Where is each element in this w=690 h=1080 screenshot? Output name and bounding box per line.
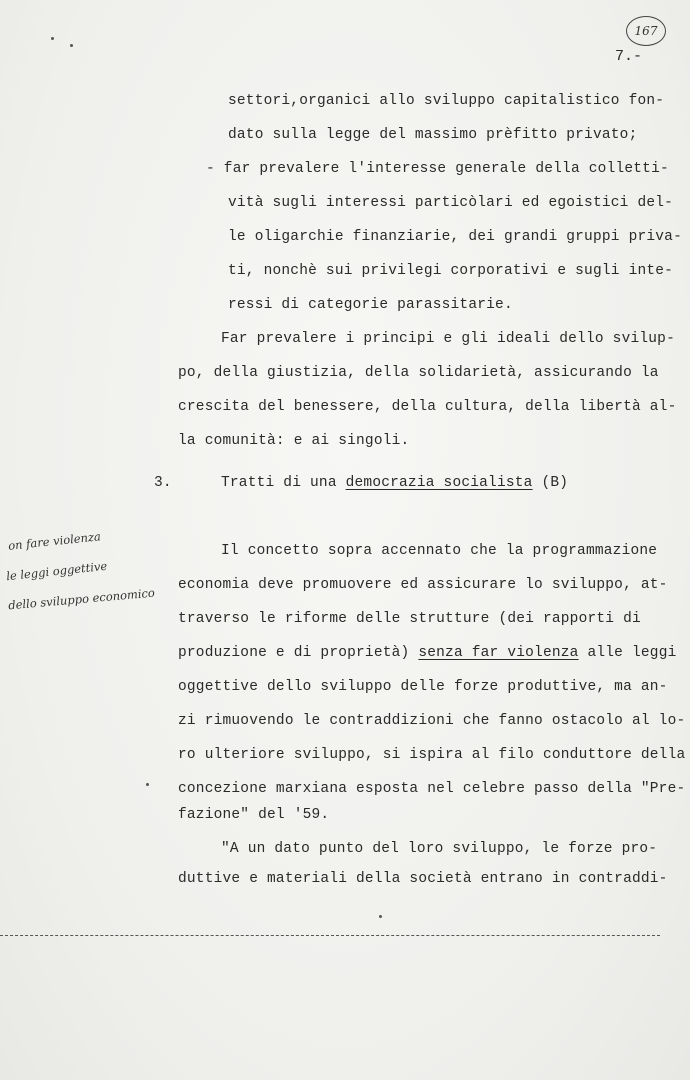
text-line: "A un dato punto del loro sviluppo, le forze pro- (221, 841, 658, 857)
speck (146, 783, 149, 786)
speck (51, 37, 54, 40)
text-line: traverso le riforme delle strutture (dei rapporti di (178, 611, 641, 627)
text-line: zi rimuovendo le contraddizioni che fanno ostacolo al lo- (178, 713, 686, 729)
text-line: ti, nonchè sui privilegi corporativi e sugli inte- (228, 263, 674, 279)
text-line: settori,organici allo sviluppo capitalistico fon- (228, 93, 665, 109)
text-line: duttive e materiali della società entrano in contraddi- (178, 871, 668, 887)
archive-stamp: 167 (626, 16, 666, 46)
page-number: 7.- (615, 48, 643, 65)
text-line: le oligarchie finanziarie, dei grandi gruppi priva- (228, 229, 682, 245)
text-line: crescita del benessere, della cultura, della libertà al- (178, 399, 677, 415)
text-line: dato sulla legge del massimo prèfitto privato; (228, 127, 638, 143)
margin-note-line: dello sviluppo economico (7, 585, 156, 613)
text-line: Far prevalere i principi e gli ideali dello svilup- (221, 331, 675, 347)
speck (70, 44, 73, 47)
page-bottom-rule (0, 935, 660, 936)
text-line: vità sugli interessi particòlari ed egoistici del- (228, 195, 674, 211)
margin-note-line: le leggi oggettive (5, 558, 108, 584)
text-line: ro ulteriore sviluppo, si ispira al filo conduttore della (178, 747, 686, 763)
speck (379, 915, 382, 918)
margin-note-line: on fare violenza (7, 529, 102, 553)
text-line: produzione e di proprietà) senza far violenza alle leggi (178, 645, 677, 661)
text-line: fazione" del '59. (178, 807, 330, 823)
text-line: concezione marxiana esposta nel celebre passo della "Pre- (178, 781, 686, 797)
text-line: la comunità: e ai singoli. (178, 433, 410, 449)
text-line: po, della giustizia, della solidarietà, assicurando la (178, 365, 659, 381)
text-line: - far prevalere l'interesse generale della colletti- (206, 161, 669, 177)
text-line: economia deve promuovere ed assicurare lo sviluppo, at- (178, 577, 668, 593)
section-number: 3. (154, 475, 172, 491)
section-title: Tratti di una democrazia socialista (B) (221, 475, 569, 491)
text-line: oggettive dello sviluppo delle forze produttive, ma an- (178, 679, 668, 695)
text-line: Il concetto sopra accennato che la programmazione (221, 543, 658, 559)
text-line: ressi di categorie parassitarie. (228, 297, 513, 313)
